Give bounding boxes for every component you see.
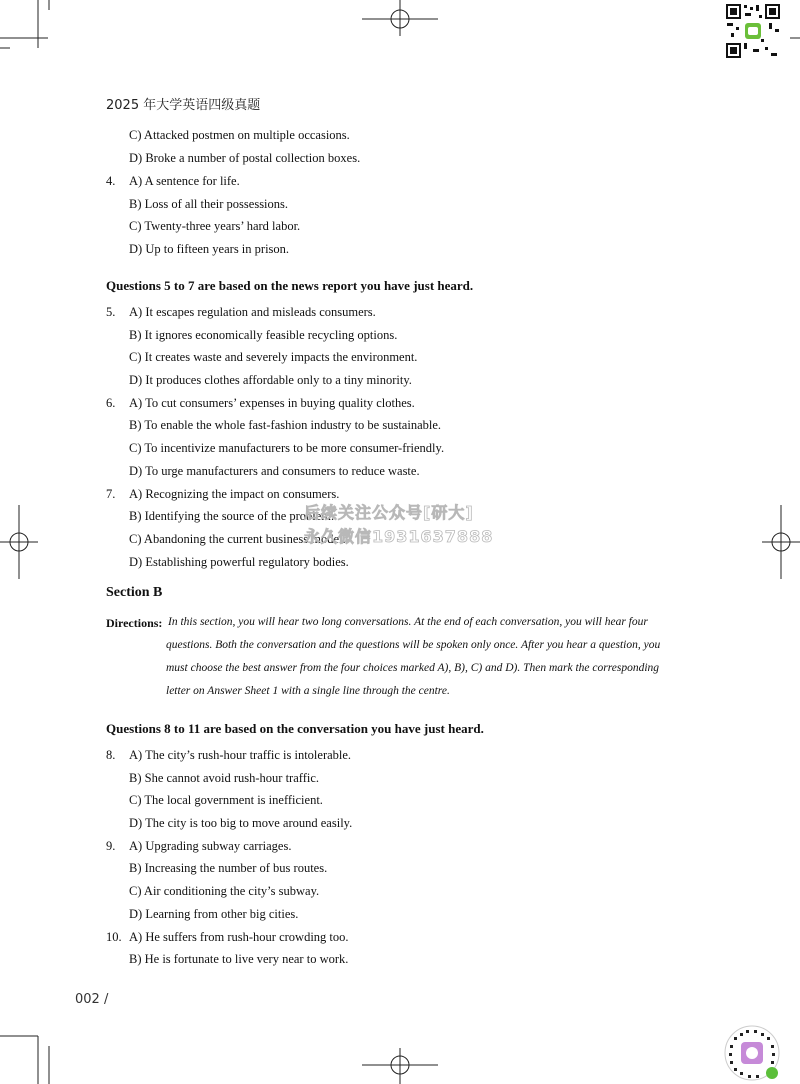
question-number: 8. xyxy=(106,748,116,762)
question-number: 7. xyxy=(106,487,116,501)
question-group-heading: Questions 8 to 11 are based on the conversation you have just heard. xyxy=(106,721,484,736)
option-text: A) To cut consumers’ expenses in buying quality clothes. xyxy=(129,396,415,410)
option-text: D) It produces clothes affordable only to a tiny minority. xyxy=(129,373,412,387)
question-number: 5. xyxy=(106,305,116,319)
option-text: B) Loss of all their possessions. xyxy=(129,197,289,211)
option-text: A) He suffers from rush-hour crowding too. xyxy=(129,930,349,944)
option-text: A) Upgrading subway carriages. xyxy=(129,839,292,853)
option-text: C) Abandoning the current business model. xyxy=(129,532,346,546)
option-text: C) Air conditioning the city’s subway. xyxy=(129,884,320,898)
option-text: D) To urge manufacturers and consumers to reduce waste. xyxy=(129,464,420,478)
option-text: C) To incentivize manufacturers to be more consumer-friendly. xyxy=(129,441,445,455)
option-text: B) She cannot avoid rush-hour traffic. xyxy=(129,771,319,785)
option-text: B) To enable the whole fast-fashion industry to be sustainable. xyxy=(129,418,442,432)
option-text: D) Establishing powerful regulatory bodies. xyxy=(129,555,349,569)
directions-line: In this section, you will hear two long conversations. At the end of each conversation, you will hear four xyxy=(168,616,648,628)
page-number: 002 / xyxy=(75,992,109,1007)
question-number: 6. xyxy=(106,396,116,410)
question-number: 10. xyxy=(106,930,122,944)
option-text: A) It escapes regulation and misleads consumers. xyxy=(129,305,376,319)
option-text: D) Learning from other big cities. xyxy=(129,907,299,921)
directions-line: questions. Both the conversation and the questions will be spoken only once. After you hear a question, you xyxy=(166,639,661,651)
option-text: D) The city is too big to move around easily. xyxy=(129,816,353,830)
option-text: B) He is fortunate to live very near to work. xyxy=(129,952,349,966)
page-header-title: 2025 年大学英语四级真题 xyxy=(106,98,261,113)
option-text: A) The city’s rush-hour traffic is intolerable. xyxy=(129,748,352,762)
directions-line: must choose the best answer from the four choices marked A), B), C) and D). Then mark the corresponding xyxy=(166,662,660,674)
qr-code-top xyxy=(725,3,781,59)
option-text: A) Recognizing the impact on consumers. xyxy=(129,487,340,501)
option-text: A) A sentence for life. xyxy=(129,174,240,188)
watermark-line-2: 永久微信1931637888 xyxy=(304,527,494,546)
qr-code-bottom xyxy=(724,1025,780,1081)
option-text: D) Up to fifteen years in prison. xyxy=(129,242,290,256)
option-text: C) Attacked postmen on multiple occasions. xyxy=(129,128,350,142)
option-text: C) Twenty-three years’ hard labor. xyxy=(129,219,301,233)
directions-line: letter on Answer Sheet 1 with a single line through the centre. xyxy=(166,685,450,697)
question-group-heading: Questions 5 to 7 are based on the news report you have just heard. xyxy=(106,278,474,293)
option-text: D) Broke a number of postal collection boxes. xyxy=(129,151,361,165)
question-number: 9. xyxy=(106,839,116,853)
section-title: Section B xyxy=(106,585,163,600)
option-text: C) It creates waste and severely impacts the environment. xyxy=(129,350,418,364)
directions-label: Directions: xyxy=(106,616,163,630)
option-text: B) Increasing the number of bus routes. xyxy=(129,861,328,875)
question-number: 4. xyxy=(106,174,116,188)
option-text: C) The local government is inefficient. xyxy=(129,793,323,807)
option-text: B) Identifying the source of the problem. xyxy=(129,509,335,523)
watermark-line-1: 后续关注公众号[研大] xyxy=(304,503,474,522)
option-text: B) It ignores economically feasible recycling options. xyxy=(129,328,398,342)
